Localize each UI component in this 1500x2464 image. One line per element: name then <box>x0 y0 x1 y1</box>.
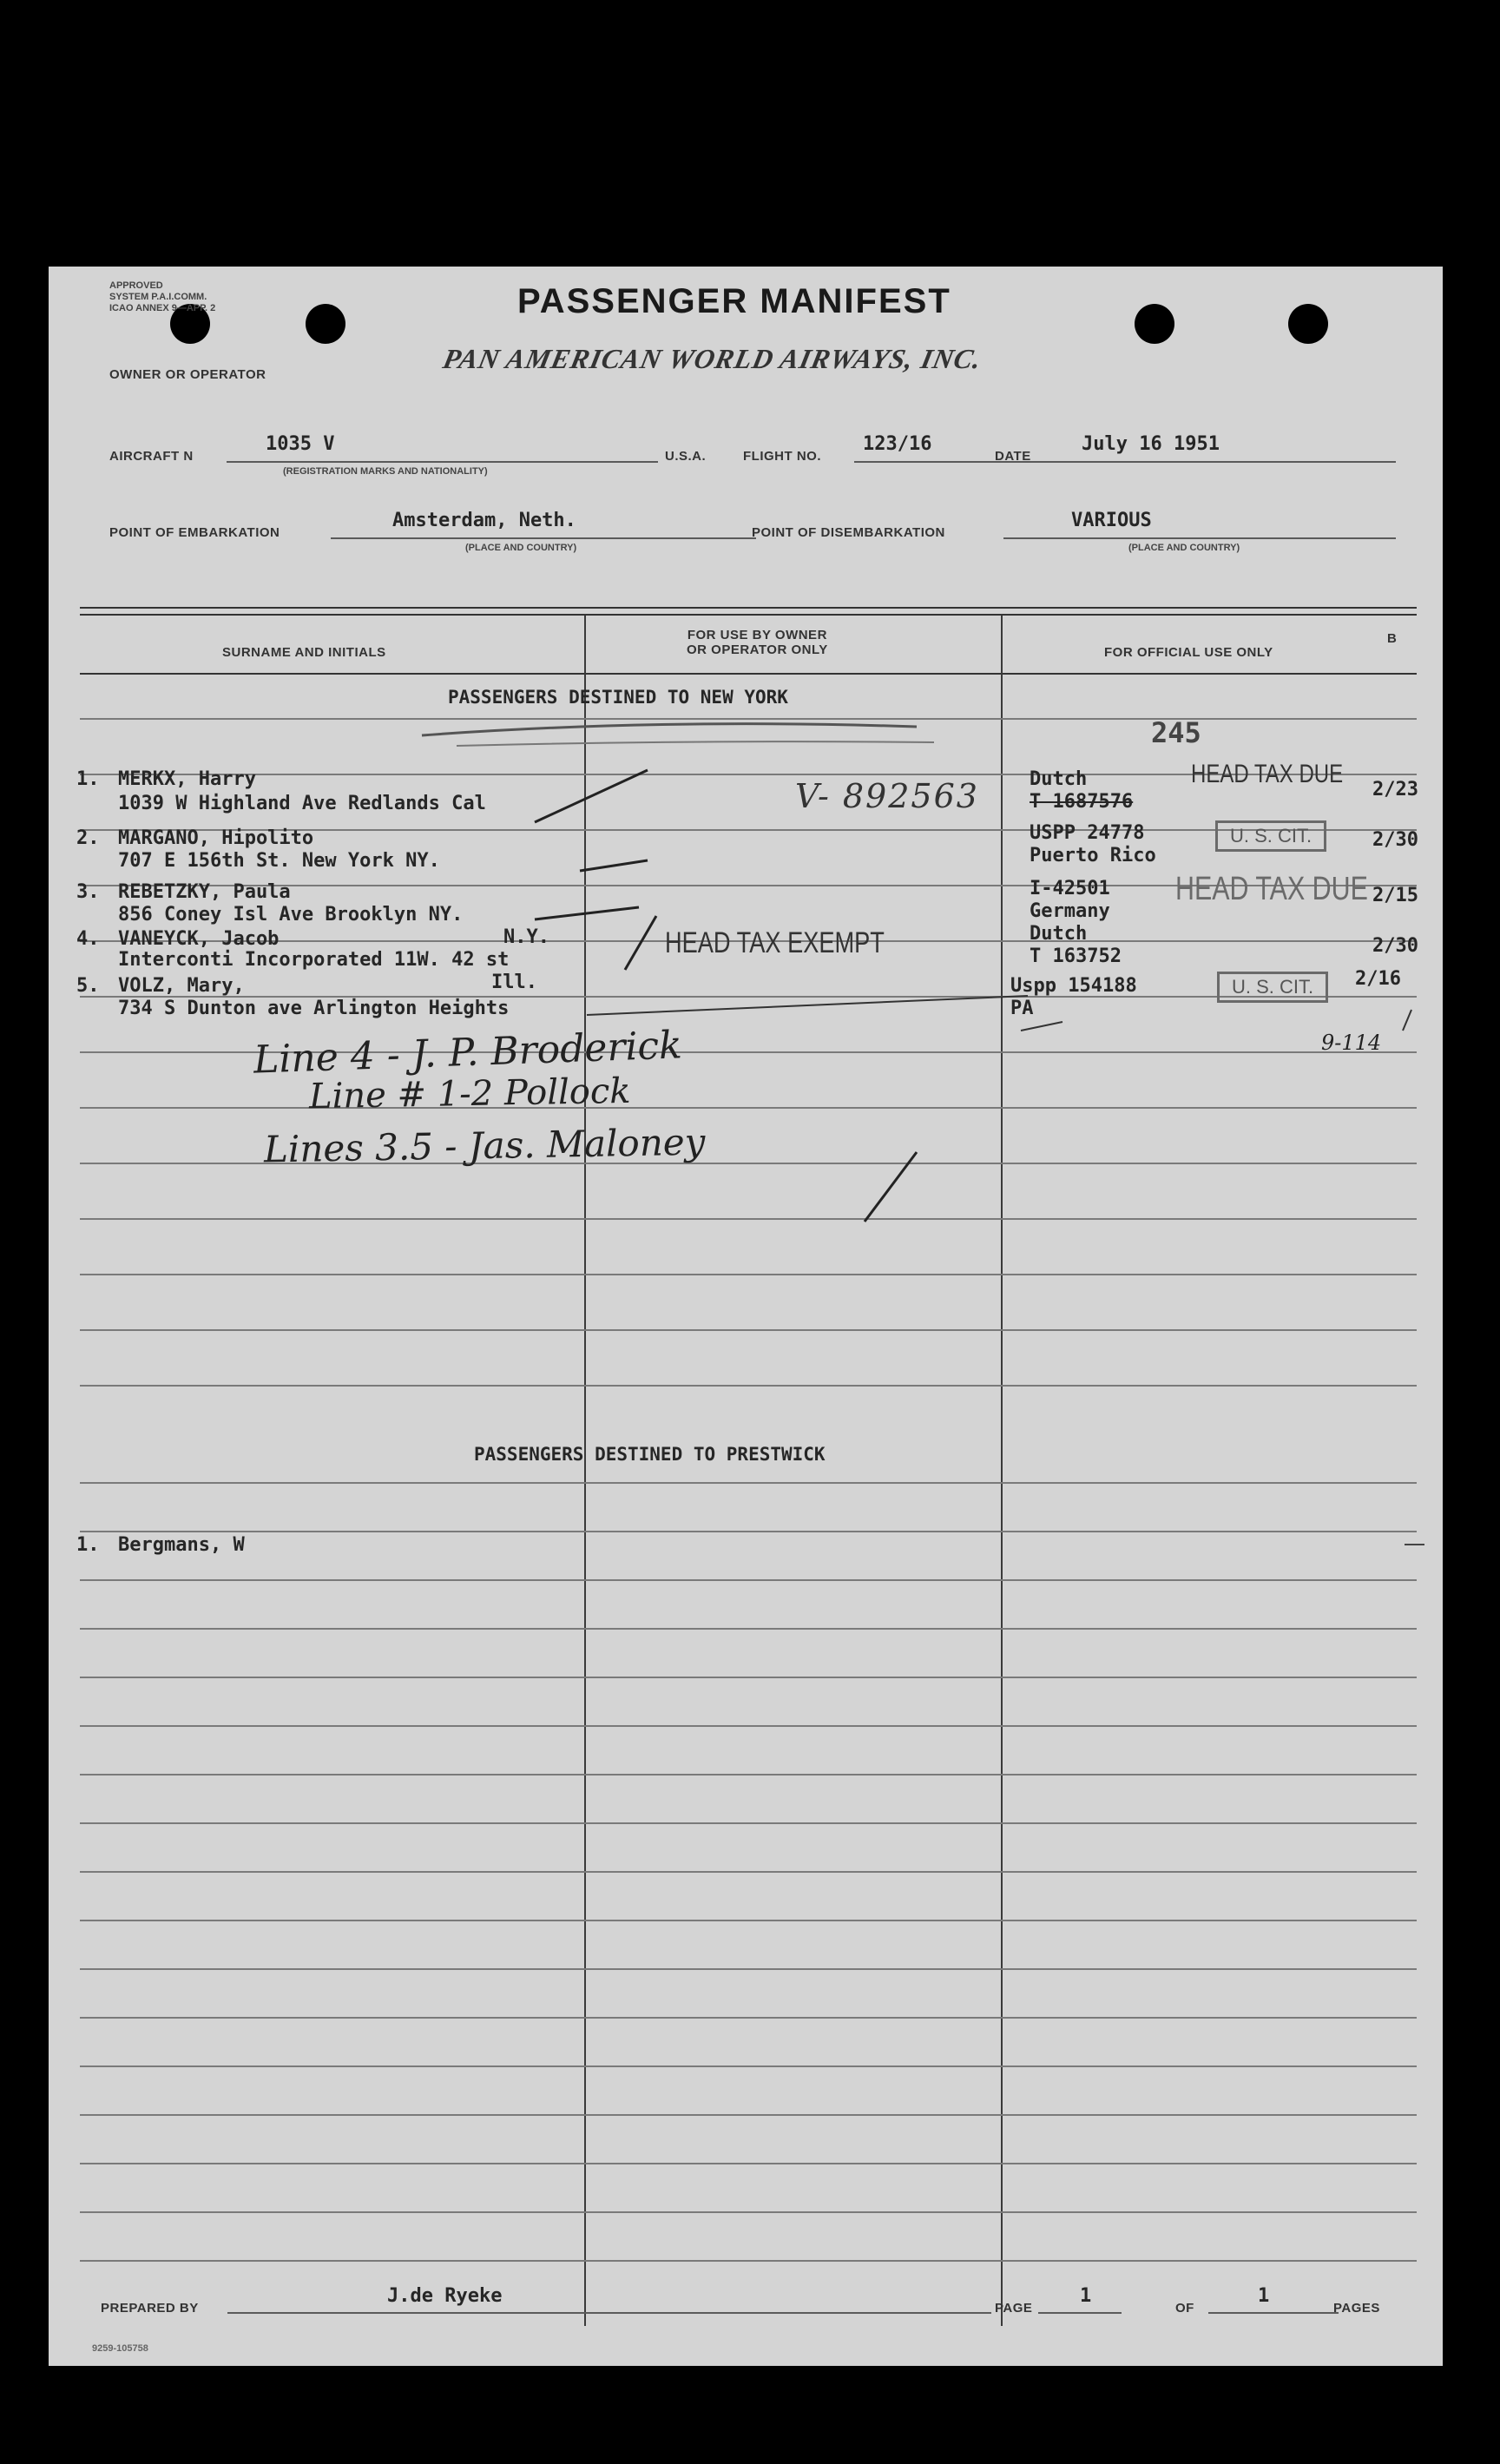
fraction: 2/23 <box>1372 779 1418 800</box>
us-cit-stamp: U. S. CIT. <box>1217 972 1328 1003</box>
prepared-by: J.de Ryeke <box>387 2285 503 2307</box>
passenger-count: 245 <box>1151 716 1201 749</box>
passenger-name: VANEYCK, Jacob <box>118 928 280 950</box>
col-owner-use: FOR USE BY OWNER OR OPERATOR ONLY <box>687 628 828 657</box>
official-line-1: I-42501 <box>1030 878 1110 899</box>
head-tax-due-stamp: HEAD TAX DUE <box>1191 760 1344 788</box>
passenger-address: 856 Coney Isl Ave Brooklyn NY. <box>118 904 464 926</box>
annotation-code: 9-114 <box>1321 1031 1382 1055</box>
official-line-1: Dutch <box>1030 768 1088 790</box>
page-label: PAGE <box>995 2301 1033 2316</box>
fraction: 2/16 <box>1355 968 1401 990</box>
passenger-state: Ill. <box>491 972 537 993</box>
head-tax-due-stamp: HEAD TAX DUE <box>1175 871 1368 907</box>
passenger-address: 707 E 156th St. New York NY. <box>118 850 440 872</box>
passenger-num: 2. <box>76 827 100 849</box>
passenger-address: 1039 W Highland Ave Redlands Cal <box>118 793 486 814</box>
passenger-num: 1. <box>76 768 100 790</box>
signature-line: Line # 1-2 Pollock <box>308 1071 631 1117</box>
of-label: OF <box>1175 2301 1194 2316</box>
disembark-value: VARIOUS <box>1071 510 1152 531</box>
pages-label: PAGES <box>1333 2301 1380 2316</box>
passenger-state: N.Y. <box>503 926 549 948</box>
passenger-name: MARGANO, Hipolito <box>118 827 314 849</box>
aircraft-value: 1035 V <box>266 433 335 455</box>
flight-value: 123/16 <box>863 433 932 455</box>
passenger-name: REBETZKY, Paula <box>118 881 291 903</box>
manifest-page <box>49 267 1443 2366</box>
registration-caption: (REGISTRATION MARKS AND NATIONALITY) <box>283 466 488 477</box>
passenger-num: 3. <box>76 881 100 903</box>
usa-label: U.S.A. <box>665 449 707 464</box>
fraction: 2/30 <box>1372 829 1418 851</box>
place-caption-2: (PLACE AND COUNTRY) <box>1128 543 1240 553</box>
passenger-name: Bergmans, W <box>118 1534 245 1556</box>
passenger-num: 5. <box>76 975 100 997</box>
official-line-1: Uspp 154188 <box>1010 975 1137 997</box>
passenger-num: 1. <box>76 1534 100 1556</box>
col-mark: B <box>1387 631 1398 646</box>
col-surname: SURNAME AND INITIALS <box>222 645 386 660</box>
official-line-2: T 163752 <box>1030 945 1122 967</box>
passenger-address: 734 S Dunton ave Arlington Heights <box>118 998 510 1019</box>
form-number: 9259-105758 <box>92 2343 148 2354</box>
embark-value: Amsterdam, Neth. <box>392 510 576 531</box>
passenger-num: 4. <box>76 928 100 950</box>
flight-label: FLIGHT NO. <box>743 449 821 464</box>
passenger-address: Interconti Incorporated 11W. 42 st <box>118 949 510 971</box>
fraction: 2/30 <box>1372 935 1418 957</box>
us-cit-stamp: U. S. CIT. <box>1215 820 1326 852</box>
approval-block: APPROVED SYSTEM P.A.I.COMM. ICAO ANNEX 9—APP. 2 <box>109 280 216 313</box>
official-line-1: Dutch <box>1030 923 1088 945</box>
embark-label: POINT OF EMBARKATION <box>109 525 280 540</box>
head-tax-exempt-stamp: HEAD TAX EXEMPT <box>665 926 885 959</box>
signature-line: Line 4 - J. P. Broderick <box>253 1023 683 1083</box>
section-ny-heading: PASSENGERS DESTINED TO NEW YORK <box>448 687 788 708</box>
col-official: FOR OFFICIAL USE ONLY <box>1104 645 1273 660</box>
signature-line: Lines 3.5 - Jas. Maloney <box>263 1120 706 1171</box>
company-name: PAN AMERICAN WORLD AIRWAYS, INC. <box>440 343 985 374</box>
owner-label: OWNER OR OPERATOR <box>109 367 266 382</box>
passenger-name: MERKX, Harry <box>118 768 256 790</box>
pen-strokes <box>49 267 1443 2366</box>
official-line-1: USPP 24778 <box>1030 822 1145 844</box>
disembark-label: POINT OF DISEMBARKATION <box>752 525 945 540</box>
visa-number: V- 892563 <box>795 777 979 815</box>
page-number: 1 <box>1080 2285 1092 2307</box>
page-title: PASSENGER MANIFEST <box>517 282 951 320</box>
fraction: 2/15 <box>1372 885 1418 906</box>
official-line-2: T 1687576 <box>1030 791 1134 813</box>
aircraft-label: AIRCRAFT N <box>109 449 194 464</box>
official-line-2: PA <box>1010 998 1034 1019</box>
section-prestwick-heading: PASSENGERS DESTINED TO PRESTWICK <box>474 1444 826 1465</box>
official-line-2: Puerto Rico <box>1030 845 1156 866</box>
date-label: DATE <box>995 449 1031 464</box>
place-caption: (PLACE AND COUNTRY) <box>465 543 577 553</box>
passenger-name: VOLZ, Mary, <box>118 975 245 997</box>
date-value: July 16 1951 <box>1082 433 1220 455</box>
prepared-label: PREPARED BY <box>101 2301 199 2316</box>
page-total: 1 <box>1258 2285 1270 2307</box>
official-line-2: Germany <box>1030 900 1110 922</box>
